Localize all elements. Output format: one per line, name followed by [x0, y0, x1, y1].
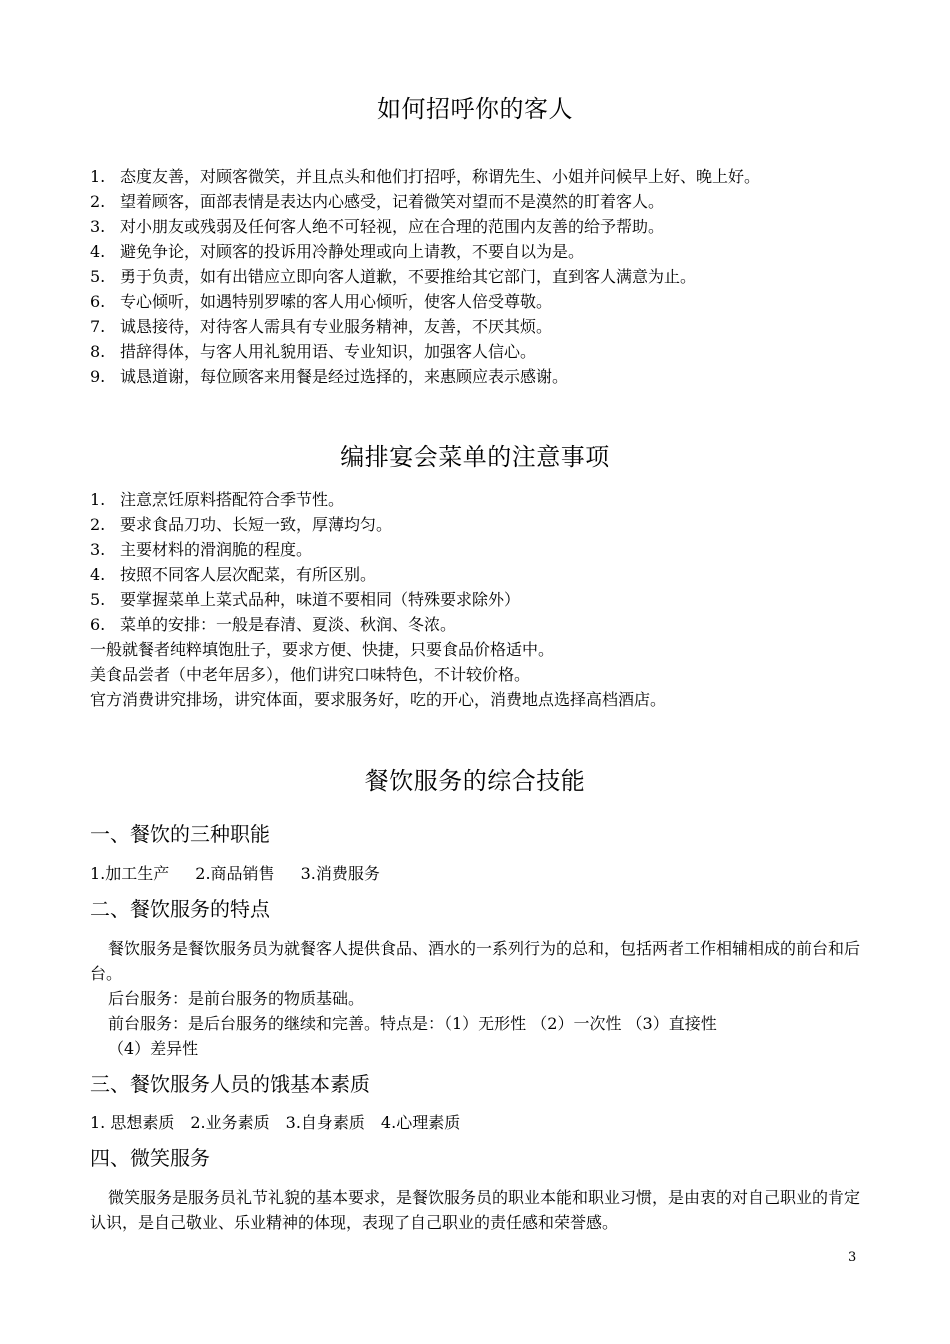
paragraph-line: 美食品尝者（中老年居多），他们讲究口味特色，不计较价格。: [90, 665, 531, 684]
paragraph-line: 一般就餐者纯粹填饱肚子，要求方便、快捷，只要食品价格适中。: [90, 640, 555, 659]
list-item: 5. 勇于负责，如有出错应立即向客人道歉，不要推给其它部门，直到客人满意为止。: [90, 267, 697, 286]
list-item: 2. 望着顾客，面部表情是表达内心感受，记着微笑对望而不是漠然的盯着客人。: [90, 192, 665, 211]
paragraph-backstage: 后台服务：是前台服务的物质基础。: [108, 989, 365, 1008]
paragraph-smile: 微笑服务是服务员礼节礼貌的基本要求，是餐饮服务员的职业本能和职业习惯，是由衷的对自己职业的肯定认识，是自己敬业、乐业精神的体现，表现了自己职业的责任感和荣誉感。: [90, 1188, 861, 1232]
list-item: 9. 诚恳道谢，每位顾客来用餐是经过选择的，来惠顾应表示感谢。: [90, 367, 569, 386]
subheading-characteristics: 二、餐饮服务的特点: [90, 897, 270, 921]
banquet-menu-list: [90, 487, 890, 637]
section-title-banquet-menu: 编排宴会菜单的注意事项: [340, 443, 610, 471]
list-item: 4. 避免争论，对顾客的投诉用冷静处理或向上请教，不要自以为是。: [90, 242, 585, 261]
list-item: 1. 注意烹饪原料搭配符合季节性。: [90, 490, 345, 509]
paragraph-service: 餐饮服务是餐饮服务员为就餐客人提供食品、酒水的一系列行为的总和，包括两者工作相辅相成的前台和后台。: [90, 939, 861, 983]
page-number: 3: [848, 1250, 857, 1265]
functions-line: 1.加工生产 2.商品销售 3.消费服务: [90, 864, 380, 883]
list-item: 1. 态度友善，对顾客微笑，并且点头和他们打招呼，称谓先生、小姐并问候早上好、晚上好。: [90, 167, 761, 186]
list-item: 3. 主要材料的滑润脆的程度。: [90, 540, 313, 559]
subheading-functions: 一、餐饮的三种职能: [90, 822, 270, 846]
section-title-greeting: 如何招呼你的客人: [377, 95, 573, 123]
section-title-skills: 餐饮服务的综合技能: [364, 767, 586, 795]
paragraph-line: 官方消费讲究排场，讲究体面，要求服务好，吃的开心，消费地点选择高档酒店。: [90, 690, 667, 709]
list-item: 4. 按照不同客人层次配菜，有所区别。: [90, 565, 377, 584]
qualities-line: 1. 思想素质 2.业务素质 3.自身素质 4.心理素质: [90, 1113, 461, 1132]
list-item: 3. 对小朋友或残弱及任何客人绝不可轻视，应在合理的范围内友善的给予帮助。: [90, 217, 665, 236]
paragraph-frontstage-cont: （4）差异性: [108, 1039, 199, 1058]
list-item: 6. 专心倾听，如遇特别罗嗦的客人用心倾听，使客人倍受尊敬。: [90, 292, 553, 311]
subheading-qualities: 三、餐饮服务人员的饿基本素质: [90, 1072, 370, 1096]
subheading-smile-service: 四、微笑服务: [90, 1146, 210, 1170]
list-item: 2. 要求食品刀功、长短一致，厚薄均匀。: [90, 515, 393, 534]
list-item: 6. 菜单的安排：一般是春清、夏淡、秋润、冬浓。: [90, 615, 457, 634]
list-item: 5. 要掌握菜单上菜式品种，味道不要相同（特殊要求除外）: [90, 590, 521, 609]
paragraph-frontstage: 前台服务：是后台服务的继续和完善。特点是：（1）无形性 （2）一次性 （3）直接性: [108, 1014, 717, 1033]
greeting-list: [90, 164, 890, 389]
list-item: 7. 诚恳接待，对待客人需具有专业服务精神，友善，不厌其烦。: [90, 317, 553, 336]
list-item: 8. 措辞得体，与客人用礼貌用语、专业知识，加强客人信心。: [90, 342, 537, 361]
